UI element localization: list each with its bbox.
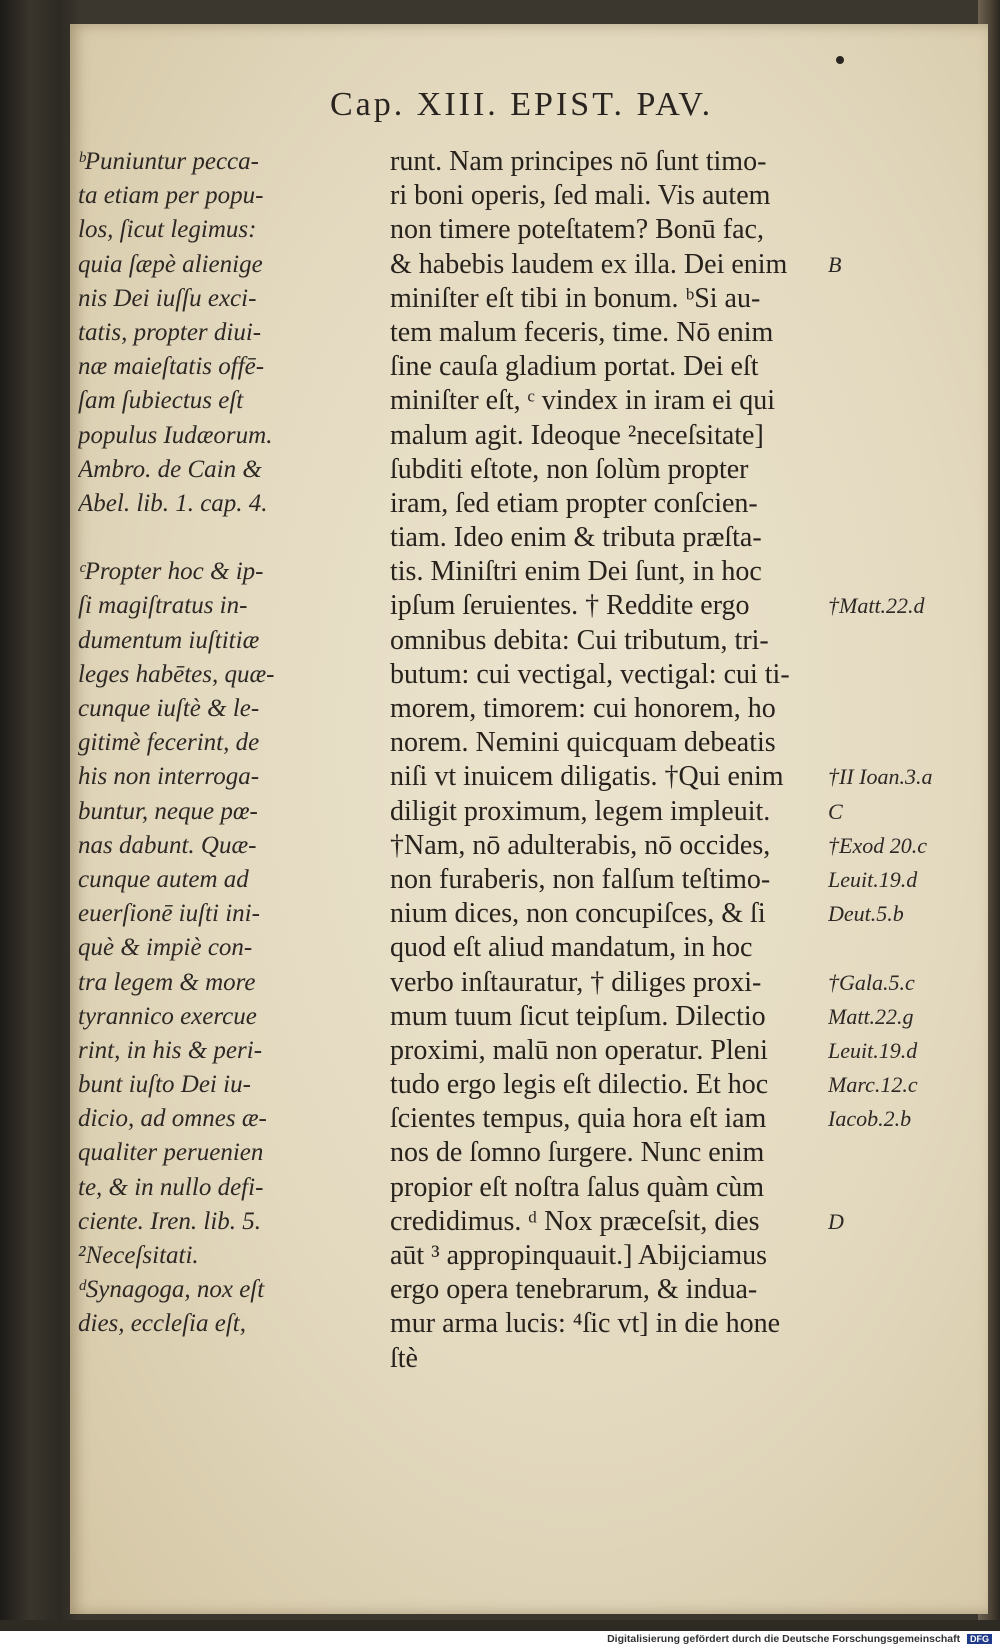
text-line: nium dices, non concupiſces, & ſi [390,898,766,930]
gloss-line: næ maieſtatis offē- [78,353,265,381]
text-line: ipſum ſeruientes. † Reddite ergo [390,590,750,622]
reference-line: Leuit.19.d [828,1037,918,1063]
gloss-line: buntur, neque pœ- [78,797,258,825]
reference-line [828,726,978,760]
gloss-line: bunt iuſto Dei iu- [78,1071,251,1099]
gloss-line: ſam ſubiectus eſt [78,387,244,415]
reference-line: Deut.5.b [828,901,904,927]
reference-line: †Exod 20.c [828,832,927,858]
reference-line [828,692,978,726]
reference-line [828,1136,978,1170]
marginal-gloss [78,145,388,1342]
footer-credit [607,1633,992,1645]
text-line: nos de ſomno ſurgere. Nunc enim [390,1137,765,1169]
reference-line [828,487,978,521]
reference-line [828,931,978,965]
text-line: tudo ergo legis eſt dilectio. Et hoc [390,1069,769,1101]
reference-line [828,282,978,316]
gloss-line: tyrannico exercue [78,1002,257,1030]
reference-line [828,658,978,692]
gloss-line: ᶜPropter hoc & ip- [78,558,264,586]
text-line: quod eſt aliud mandatum, in hoc [390,932,753,964]
text-line: non furaberis, non falſum teſtimo- [390,863,771,895]
text-line: ri boni operis, ſed mali. Vis autem [390,180,771,212]
text-line: ſine cauſa gladium portat. Dei eſt [390,351,759,383]
gloss-line: quia ſæpè alienige [78,250,263,278]
reference-line [828,213,978,247]
text-line: †Nam, nō adulterabis, nō occides, [390,829,771,861]
text-line: ſcientes tempus, quia hora eſt iam [390,1103,767,1135]
reference-line: Matt.22.g [828,1003,914,1029]
gloss-line: nis Dei iuſſu exci- [78,284,257,312]
dfg-logo: DFG [967,1634,992,1644]
cross-references [828,145,978,1239]
gloss-line: his non interroga- [78,763,260,791]
reference-line: B [828,251,842,277]
gloss-line: leges habētes, quæ- [78,660,275,688]
gloss-line [78,521,388,555]
reference-line [828,555,978,589]
gloss-line: ᵇPuniuntur pecca- [78,148,259,175]
reference-line [828,624,978,658]
reference-line [828,453,978,487]
reference-line: C [828,798,843,824]
gloss-line: Abel. lib. 1. cap. 4. [78,489,268,517]
text-line: miniſter eſt tibi in bonum. ᵇSi au- [390,282,761,314]
text-line: butum: cui vectigal, vectigal: cui ti- [390,658,790,690]
reference-line: Leuit.19.d [828,866,918,892]
reference-line: D [828,1208,844,1234]
gloss-line: ta etiam per popu- [78,182,264,210]
gloss-line: cunque autem ad [78,865,249,893]
gloss-line: nas dabunt. Quæ- [78,831,257,859]
text-line: ſubditi eſtote, non ſolùm propter [390,453,749,485]
reference-line [828,419,978,453]
gloss-line: gitimè fecerint, de [78,729,260,757]
gloss-line: populus Iudæorum. [78,421,273,449]
gloss-line: euerſionē iuſti ini- [78,900,260,928]
gloss-line: te, & in nullo defi- [78,1173,264,1201]
gloss-line: tatis, propter diui- [78,318,262,346]
text-line: non timere poteſtatem? Bonū fac, [390,214,764,246]
gloss-line: dicio, ad omnes æ- [78,1105,267,1133]
running-head: Cap. XIII. EPIST. PAV. [330,86,714,123]
text-line: verbo inſtauratur, † diliges proxi- [390,966,762,998]
text-line: proximi, malū non operatur. Pleni [390,1034,768,1066]
gloss-line: ſi magiſtratus in- [78,592,248,620]
ink-spot [836,56,844,64]
reference-line [828,316,978,350]
text-line: propior eſt noſtra ſalus quàm cùm [390,1171,765,1203]
text-line: malum agit. Ideoque ²neceſsitate] [390,419,764,451]
text-line: norem. Nemini quicquam debeatis [390,727,776,759]
reference-line [828,179,978,213]
text-line: ſtè [390,1342,418,1374]
text-line: miniſter eſt, ᶜ vindex in iram ei qui [390,385,776,417]
gloss-line: cunque iuſtè & le- [78,695,260,722]
text-line: tis. Miniſtri enim Dei ſunt, in hoc [390,556,762,588]
gloss-line: ciente. Iren. lib. 5. [78,1207,262,1235]
text-line: iram, ſed etiam propter conſcien- [390,487,758,519]
text-line: runt. Nam principes nō ſunt timo- [390,146,767,177]
text-line: credidimus. ᵈ Nox præceſsit, dies [390,1205,760,1237]
text-line: aūt ³ appropinquauit.] Abijciamus [390,1240,767,1271]
gloss-line: què & impiè con- [78,934,253,962]
reference-line [828,145,978,179]
reference-line [828,521,978,555]
gloss-line: dumentum iuſtitiæ [78,626,260,654]
reference-line: †Gala.5.c [828,969,915,995]
reference-line [828,1171,978,1205]
reference-line: †Matt.22.d [828,593,925,619]
reference-line: Iacob.2.b [828,1106,912,1132]
gloss-line: Ambro. de Cain & [78,455,262,483]
gloss-line: tra legem & more [78,968,256,996]
gloss-line: dies, eccleſia eſt, [78,1310,246,1338]
gloss-line: rint, in his & peri- [78,1036,263,1064]
text-line: niſi vt inuicem diligatis. †Qui enim [390,761,784,793]
text-line: mur arma lucis: ⁴ſic vt] in die hone [390,1308,780,1340]
text-line: omnibus debita: Cui tributum, tri- [390,624,769,656]
gloss-line: los, ſicut legimus: [78,216,257,244]
main-text [390,145,830,1376]
gloss-line: ²Neceſsitati. [78,1242,199,1269]
text-line: ergo opera tenebrarum, & indua- [390,1274,758,1306]
text-line: & habebis laudem ex illa. Dei enim [390,248,788,280]
reference-line: Marc.12.c [828,1072,918,1098]
text-line: tiam. Ideo enim & tributa præſta- [390,522,762,554]
reference-line: †II Ioan.3.a [828,764,933,790]
gloss-line: ᵈSynagoga, nox eſt [78,1276,265,1304]
reference-line [828,350,978,384]
text-line: diligit proximum, legem impleuit. [390,795,771,827]
text-line: mum tuum ſicut teipſum. Dilectio [390,1000,766,1032]
footer-credit-text: Digitalisierung gefördert durch die Deutsche Forschungsgemeinschaft [607,1633,961,1645]
gloss-line: qualiter peruenien [78,1139,264,1167]
text-line: morem, timorem: cui honorem, ho [390,693,776,724]
reference-line [828,384,978,418]
text-line: tem malum feceris, time. Nō enim [390,316,774,348]
